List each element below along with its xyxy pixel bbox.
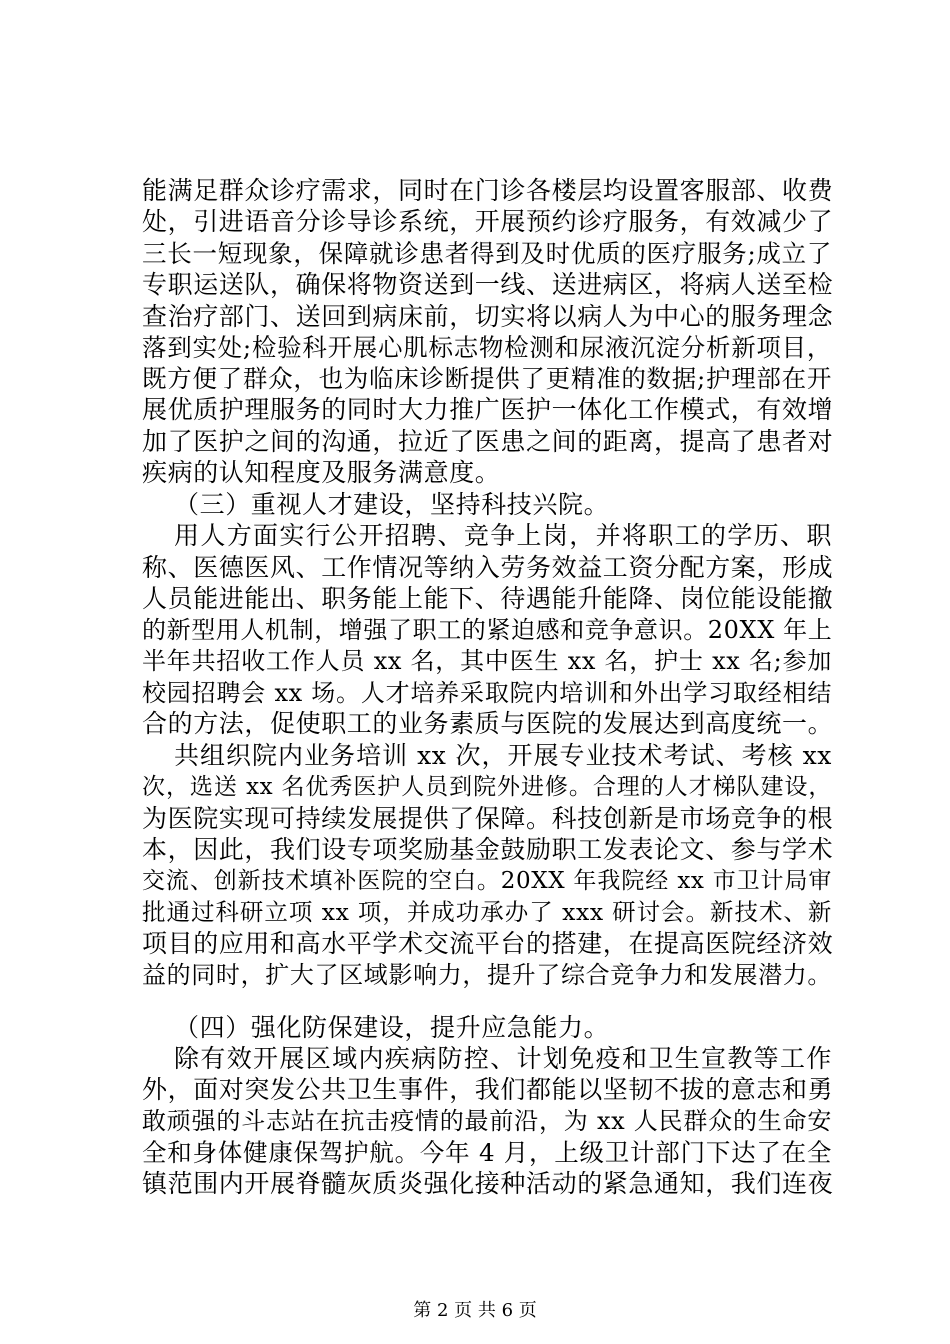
- body-line: 三长一短现象，保障就诊患者得到及时优质的医疗服务;成立了: [142, 238, 832, 268]
- body-line: 疾病的认知程度及服务满意度。: [142, 458, 501, 487]
- body-line: 校园招聘会 xx 场。人才培养采取院内培训和外出学习取经相结: [142, 679, 832, 708]
- body-line: 合的方法，促使职工的业务素质与医院的发展达到高度统一。: [142, 709, 834, 738]
- body-line: 益的同时，扩大了区域影响力，提升了综合竞争力和发展潜力。: [142, 961, 832, 990]
- page-footer: 第 2 页 共 6 页: [413, 1300, 537, 1321]
- body-line: 能满足群众诊疗需求，同时在门诊各楼层均设置客服部、收费: [142, 176, 834, 205]
- body-line: 人员能进能出、职务能上能下、待遇能升能降、岗位能设能撤: [142, 583, 834, 613]
- body-line: 的新型用人机制，增强了职工的紧迫感和竞争意识。20XX 年上: [142, 616, 833, 645]
- body-line: 全和身体健康保驾护航。今年 4 月，上级卫计部门下达了在全: [142, 1138, 832, 1167]
- body-line: 处，引进语音分诊导诊系统，开展预约诊疗服务，有效减少了: [142, 207, 834, 236]
- body-line: 展优质护理服务的同时大力推广医护一体化工作模式，有效增: [142, 395, 834, 425]
- body-line: 敢顽强的斗志站在抗击疫情的最前沿，为 xx 人民群众的生命安: [142, 1107, 832, 1136]
- body-line: 项目的应用和高水平学术交流平台的搭建，在提高医院经济效: [142, 929, 834, 959]
- body-line: 加了医护之间的沟通，拉近了医患之间的距离，提高了患者对: [142, 427, 834, 456]
- body-line: 用人方面实行公开招聘、竞争上岗，并将职工的学历、职: [174, 520, 832, 550]
- body-line: 批通过科研立项 xx 项，并成功承办了 xxx 研讨会。新技术、新: [142, 898, 832, 927]
- body-line: 为医院实现可持续发展提供了保障。科技创新是市场竞争的根: [142, 803, 834, 833]
- body-line: 称、医德医风、工作情况等纳入劳务效益工资分配方案，形成: [142, 552, 834, 582]
- section-heading: （四）强化防保建设，提升应急能力。: [174, 1012, 610, 1042]
- body-line: 落到实处;检验科开展心肌标志物检测和尿液沉淀分析新项目，: [142, 332, 832, 362]
- body-line: 专职运送队，确保将物资送到一线、送进病区，将病人送至检: [142, 269, 834, 299]
- body-line: 共组织院内业务培训 xx 次，开展专业技术考试、考核 xx: [174, 740, 832, 770]
- body-line: 次，选送 xx 名优秀医护人员到院外进修。合理的人才梯队建设，: [142, 773, 832, 800]
- body-line: 除有效开展区域内疾病防控、计划免疫和卫生宣教等工作: [174, 1043, 832, 1073]
- body-line: 镇范围内开展脊髓灰质炎强化接种活动的紧急通知，我们连夜: [142, 1169, 834, 1198]
- body-line: 本，因此，我们设专项奖励基金鼓励职工发表论文、参与学术: [142, 834, 834, 864]
- body-line: 既方便了群众，也为临床诊断提供了更精准的数据;护理部在开: [142, 364, 832, 394]
- body-line: 交流、创新技术填补医院的空白。20XX 年我院经 xx 市卫计局审: [142, 868, 832, 895]
- body-line: 外，面对突发公共卫生事件，我们都能以坚韧不拔的意志和勇: [142, 1075, 834, 1105]
- section-heading: （三）重视人才建设，坚持科技兴院。: [174, 489, 610, 519]
- body-line: 半年共招收工作人员 xx 名，其中医生 xx 名，护士 xx 名;参加: [142, 647, 832, 676]
- body-line: 查治疗部门、送回到病床前，切实将以病人为中心的服务理念: [142, 301, 834, 331]
